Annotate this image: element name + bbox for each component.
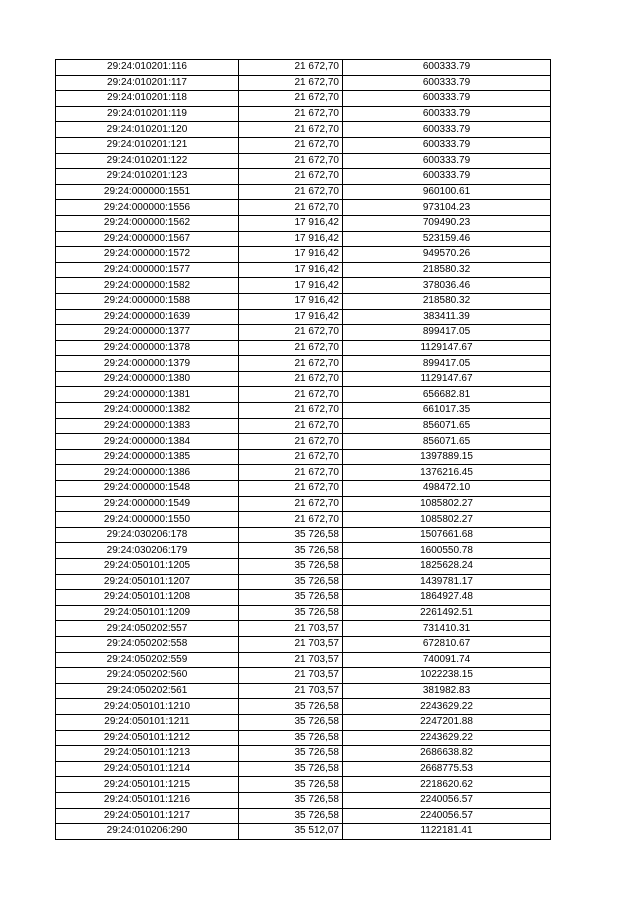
table-row xyxy=(56,636,551,652)
area-cell: 17 916,42 xyxy=(239,247,343,263)
area-cell: 21 672,70 xyxy=(239,200,343,216)
table-row xyxy=(56,512,551,528)
cadastral-number-cell: 29:24:000000:1380 xyxy=(56,371,239,387)
area-cell: 21 672,70 xyxy=(239,449,343,465)
cadastral-number-cell: 29:24:050101:1208 xyxy=(56,590,239,606)
area-cell: 21 703,57 xyxy=(239,636,343,652)
table-row xyxy=(56,153,551,169)
table-row xyxy=(56,184,551,200)
table-row xyxy=(56,309,551,325)
value-cell: 1439781.17 xyxy=(343,574,551,590)
value-cell: 2240056.57 xyxy=(343,808,551,824)
cadastral-number-cell: 29:24:000000:1567 xyxy=(56,231,239,247)
area-cell: 21 672,70 xyxy=(239,434,343,450)
area-cell: 35 726,58 xyxy=(239,559,343,575)
table-row xyxy=(56,792,551,808)
cadastral-number-cell: 29:24:050101:1210 xyxy=(56,699,239,715)
table-row xyxy=(56,668,551,684)
table-row xyxy=(56,481,551,497)
table-row xyxy=(56,699,551,715)
cadastral-number-cell: 29:24:050101:1207 xyxy=(56,574,239,590)
value-cell: 856071.65 xyxy=(343,434,551,450)
table-row xyxy=(56,574,551,590)
area-cell: 21 703,57 xyxy=(239,683,343,699)
cadastral-number-cell: 29:24:050101:1211 xyxy=(56,714,239,730)
cadastral-number-cell: 29:24:000000:1577 xyxy=(56,262,239,278)
value-cell: 383411.39 xyxy=(343,309,551,325)
table-row xyxy=(56,449,551,465)
area-cell: 35 512,07 xyxy=(239,824,343,840)
table-row xyxy=(56,465,551,481)
table-row xyxy=(56,75,551,91)
area-cell: 17 916,42 xyxy=(239,293,343,309)
cadastral-number-cell: 29:24:010201:117 xyxy=(56,75,239,91)
value-cell: 1022238.15 xyxy=(343,668,551,684)
data-table xyxy=(55,59,551,840)
table-row xyxy=(56,200,551,216)
area-cell: 17 916,42 xyxy=(239,215,343,231)
area-cell: 21 672,70 xyxy=(239,496,343,512)
value-cell: 899417.05 xyxy=(343,356,551,372)
table-row xyxy=(56,215,551,231)
area-cell: 21 672,70 xyxy=(239,418,343,434)
table-row xyxy=(56,403,551,419)
value-cell: 1129147.67 xyxy=(343,340,551,356)
table-body xyxy=(56,60,551,840)
cadastral-number-cell: 29:24:010201:118 xyxy=(56,91,239,107)
table-row xyxy=(56,683,551,699)
area-cell: 21 703,57 xyxy=(239,668,343,684)
table-row xyxy=(56,387,551,403)
value-cell: 600333.79 xyxy=(343,153,551,169)
area-cell: 17 916,42 xyxy=(239,278,343,294)
value-cell: 1129147.67 xyxy=(343,371,551,387)
table-row xyxy=(56,91,551,107)
area-cell: 21 672,70 xyxy=(239,60,343,76)
table-row xyxy=(56,730,551,746)
cadastral-number-cell: 29:24:010201:122 xyxy=(56,153,239,169)
table-row xyxy=(56,434,551,450)
cadastral-number-cell: 29:24:050101:1213 xyxy=(56,746,239,762)
value-cell: 218580.32 xyxy=(343,293,551,309)
table-row xyxy=(56,418,551,434)
area-cell: 17 916,42 xyxy=(239,262,343,278)
cadastral-number-cell: 29:24:050202:558 xyxy=(56,636,239,652)
value-cell: 498472.10 xyxy=(343,481,551,497)
area-cell: 21 672,70 xyxy=(239,387,343,403)
value-cell: 856071.65 xyxy=(343,418,551,434)
table-row xyxy=(56,559,551,575)
table-row xyxy=(56,543,551,559)
table-row xyxy=(56,621,551,637)
value-cell: 2261492.51 xyxy=(343,605,551,621)
cadastral-number-cell: 29:24:010201:123 xyxy=(56,169,239,185)
cadastral-number-cell: 29:24:000000:1379 xyxy=(56,356,239,372)
cadastral-number-cell: 29:24:050101:1215 xyxy=(56,777,239,793)
table-row xyxy=(56,356,551,372)
value-cell: 2243629.22 xyxy=(343,730,551,746)
value-cell: 378036.46 xyxy=(343,278,551,294)
cadastral-number-cell: 29:24:000000:1572 xyxy=(56,247,239,263)
table-row xyxy=(56,60,551,76)
value-cell: 1507661.68 xyxy=(343,527,551,543)
value-cell: 2240056.57 xyxy=(343,792,551,808)
table-row xyxy=(56,605,551,621)
value-cell: 600333.79 xyxy=(343,169,551,185)
area-cell: 35 726,58 xyxy=(239,761,343,777)
cadastral-number-cell: 29:24:000000:1378 xyxy=(56,340,239,356)
value-cell: 1085802.27 xyxy=(343,496,551,512)
cadastral-number-cell: 29:24:000000:1588 xyxy=(56,293,239,309)
value-cell: 1376216.45 xyxy=(343,465,551,481)
cadastral-number-cell: 29:24:000000:1382 xyxy=(56,403,239,419)
table-row xyxy=(56,247,551,263)
table-row xyxy=(56,777,551,793)
cadastral-number-cell: 29:24:010201:119 xyxy=(56,106,239,122)
table-row xyxy=(56,824,551,840)
value-cell: 740091.74 xyxy=(343,652,551,668)
cadastral-number-cell: 29:24:000000:1639 xyxy=(56,309,239,325)
cadastral-number-cell: 29:24:000000:1548 xyxy=(56,481,239,497)
area-cell: 21 672,70 xyxy=(239,512,343,528)
area-cell: 21 672,70 xyxy=(239,481,343,497)
area-cell: 21 672,70 xyxy=(239,169,343,185)
area-cell: 21 672,70 xyxy=(239,184,343,200)
cadastral-number-cell: 29:24:000000:1386 xyxy=(56,465,239,481)
area-cell: 35 726,58 xyxy=(239,527,343,543)
cadastral-number-cell: 29:24:000000:1556 xyxy=(56,200,239,216)
cadastral-number-cell: 29:24:000000:1582 xyxy=(56,278,239,294)
table-row xyxy=(56,262,551,278)
cadastral-number-cell: 29:24:000000:1562 xyxy=(56,215,239,231)
table-row xyxy=(56,106,551,122)
table-row xyxy=(56,293,551,309)
area-cell: 17 916,42 xyxy=(239,231,343,247)
value-cell: 949570.26 xyxy=(343,247,551,263)
table-row xyxy=(56,590,551,606)
value-cell: 600333.79 xyxy=(343,91,551,107)
area-cell: 21 672,70 xyxy=(239,325,343,341)
area-cell: 35 726,58 xyxy=(239,730,343,746)
table-row xyxy=(56,122,551,138)
cadastral-number-cell: 29:24:000000:1551 xyxy=(56,184,239,200)
area-cell: 35 726,58 xyxy=(239,714,343,730)
table-row xyxy=(56,137,551,153)
value-cell: 600333.79 xyxy=(343,75,551,91)
value-cell: 218580.32 xyxy=(343,262,551,278)
cadastral-number-cell: 29:24:010206:290 xyxy=(56,824,239,840)
cadastral-number-cell: 29:24:000000:1550 xyxy=(56,512,239,528)
cadastral-number-cell: 29:24:000000:1549 xyxy=(56,496,239,512)
area-cell: 21 672,70 xyxy=(239,153,343,169)
table-row xyxy=(56,496,551,512)
cadastral-number-cell: 29:24:050101:1217 xyxy=(56,808,239,824)
cadastral-number-cell: 29:24:050101:1205 xyxy=(56,559,239,575)
table-row xyxy=(56,808,551,824)
table-row xyxy=(56,746,551,762)
table-row xyxy=(56,714,551,730)
value-cell: 600333.79 xyxy=(343,122,551,138)
value-cell: 1600550.78 xyxy=(343,543,551,559)
area-cell: 35 726,58 xyxy=(239,605,343,621)
cadastral-number-cell: 29:24:000000:1385 xyxy=(56,449,239,465)
value-cell: 381982.83 xyxy=(343,683,551,699)
value-cell: 600333.79 xyxy=(343,106,551,122)
cadastral-number-cell: 29:24:050101:1209 xyxy=(56,605,239,621)
cadastral-number-cell: 29:24:000000:1384 xyxy=(56,434,239,450)
area-cell: 21 672,70 xyxy=(239,403,343,419)
value-cell: 1085802.27 xyxy=(343,512,551,528)
table-row xyxy=(56,278,551,294)
area-cell: 35 726,58 xyxy=(239,808,343,824)
area-cell: 21 703,57 xyxy=(239,621,343,637)
cadastral-number-cell: 29:24:050101:1214 xyxy=(56,761,239,777)
table-row xyxy=(56,371,551,387)
cadastral-number-cell: 29:24:010201:121 xyxy=(56,137,239,153)
cadastral-number-cell: 29:24:010201:120 xyxy=(56,122,239,138)
table-row xyxy=(56,325,551,341)
cadastral-number-cell: 29:24:050202:557 xyxy=(56,621,239,637)
area-cell: 21 672,70 xyxy=(239,356,343,372)
table-row xyxy=(56,761,551,777)
value-cell: 1122181.41 xyxy=(343,824,551,840)
value-cell: 973104.23 xyxy=(343,200,551,216)
area-cell: 35 726,58 xyxy=(239,746,343,762)
value-cell: 600333.79 xyxy=(343,60,551,76)
area-cell: 21 672,70 xyxy=(239,137,343,153)
cadastral-number-cell: 29:24:000000:1377 xyxy=(56,325,239,341)
cadastral-number-cell: 29:24:000000:1383 xyxy=(56,418,239,434)
value-cell: 709490.23 xyxy=(343,215,551,231)
area-cell: 21 672,70 xyxy=(239,106,343,122)
area-cell: 21 672,70 xyxy=(239,371,343,387)
area-cell: 21 672,70 xyxy=(239,465,343,481)
value-cell: 672810.67 xyxy=(343,636,551,652)
area-cell: 35 726,58 xyxy=(239,590,343,606)
area-cell: 35 726,58 xyxy=(239,792,343,808)
cadastral-number-cell: 29:24:050101:1212 xyxy=(56,730,239,746)
table-row xyxy=(56,231,551,247)
area-cell: 35 726,58 xyxy=(239,699,343,715)
cadastral-number-cell: 29:24:030206:179 xyxy=(56,543,239,559)
value-cell: 2243629.22 xyxy=(343,699,551,715)
value-cell: 2686638.82 xyxy=(343,746,551,762)
value-cell: 600333.79 xyxy=(343,137,551,153)
value-cell: 1864927.48 xyxy=(343,590,551,606)
area-cell: 35 726,58 xyxy=(239,574,343,590)
area-cell: 21 672,70 xyxy=(239,340,343,356)
cadastral-number-cell: 29:24:050101:1216 xyxy=(56,792,239,808)
value-cell: 1397889.15 xyxy=(343,449,551,465)
value-cell: 656682.81 xyxy=(343,387,551,403)
value-cell: 2218620.62 xyxy=(343,777,551,793)
cadastral-number-cell: 29:24:050202:560 xyxy=(56,668,239,684)
table-row xyxy=(56,340,551,356)
value-cell: 1825628.24 xyxy=(343,559,551,575)
value-cell: 960100.61 xyxy=(343,184,551,200)
cadastral-number-cell: 29:24:050202:559 xyxy=(56,652,239,668)
area-cell: 21 703,57 xyxy=(239,652,343,668)
value-cell: 661017.35 xyxy=(343,403,551,419)
area-cell: 21 672,70 xyxy=(239,122,343,138)
table-row xyxy=(56,169,551,185)
area-cell: 21 672,70 xyxy=(239,91,343,107)
cadastral-number-cell: 29:24:050202:561 xyxy=(56,683,239,699)
cadastral-number-cell: 29:24:030206:178 xyxy=(56,527,239,543)
value-cell: 899417.05 xyxy=(343,325,551,341)
value-cell: 2247201.88 xyxy=(343,714,551,730)
cadastral-number-cell: 29:24:010201:116 xyxy=(56,60,239,76)
cadastral-number-cell: 29:24:000000:1381 xyxy=(56,387,239,403)
table-row xyxy=(56,527,551,543)
table-row xyxy=(56,652,551,668)
area-cell: 21 672,70 xyxy=(239,75,343,91)
area-cell: 35 726,58 xyxy=(239,543,343,559)
area-cell: 17 916,42 xyxy=(239,309,343,325)
area-cell: 35 726,58 xyxy=(239,777,343,793)
value-cell: 731410.31 xyxy=(343,621,551,637)
value-cell: 2668775.53 xyxy=(343,761,551,777)
value-cell: 523159.46 xyxy=(343,231,551,247)
